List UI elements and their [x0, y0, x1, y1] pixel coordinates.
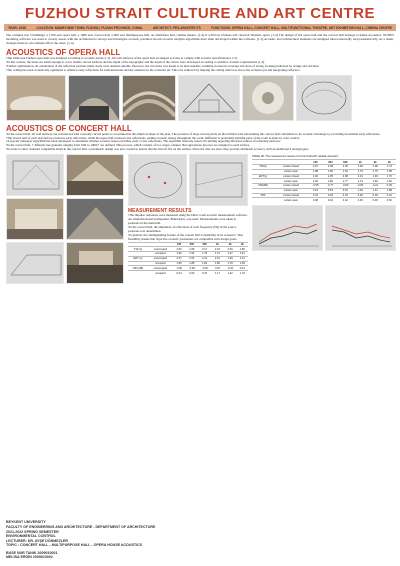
- info-bar: [4, 24, 396, 31]
- table-cell: T30(s): [252, 164, 274, 169]
- table-cell: -0.87: [211, 266, 224, 271]
- table-cell: 1.98: [368, 164, 383, 169]
- table-cell: C80(dB): [252, 184, 274, 189]
- concert-hall-photo-1: [66, 154, 124, 196]
- table-cell: 1.81: [338, 169, 353, 174]
- concert-hall-heading: ACOUSTICS OF CONCERT HALL: [6, 123, 132, 133]
- table-cell: 0.48: [368, 198, 383, 202]
- table-cell: 250: [323, 160, 338, 165]
- table-cell: 1.75: [368, 169, 383, 174]
- table-cell: 1.73: [383, 164, 396, 169]
- info-architect: ARCHITECT: PES-ARCHITECTS: [152, 25, 201, 30]
- table-cell: 0.70: [198, 271, 211, 275]
- table-cell: 250: [185, 242, 198, 247]
- table-cell: -0.59: [185, 266, 198, 271]
- table-cell: 1.17: [211, 271, 224, 275]
- opera-bullet-1: •The 1600-seat Fuzhou opera hall was designed according to acoustic needs [1-3]. All wall surfaces of the opera hall are shaped as lobes to comply with acoustic specifications [1-3].: [6, 56, 238, 60]
- table-cell: 0.42: [383, 193, 396, 198]
- footer-semester: 2021-2022 SPRING SEMESTER: [6, 529, 59, 534]
- table-cell: unoccupied: [148, 256, 173, 261]
- table-cell: 1.72: [237, 256, 248, 261]
- table-cell: 1.58: [383, 169, 396, 174]
- opera-bullet-3: •Further optimization, all orientations of the reflection portions under study were deemed suitable. However, the curvature was found to be unacceptable, resulting in uneven coverage and areas of strong focusing indicated by orange and red lines.: [6, 63, 320, 68]
- table-cell: 1.76: [237, 271, 248, 275]
- table-cell: 2.05: [173, 247, 186, 252]
- table-cell: occupied: [148, 271, 173, 275]
- concert-section-drawing: [6, 242, 64, 284]
- measurement-bullet-1: •The impulse responses were measured using the Dirac room acoustic measurement software. An omnidirectional loudspeaker, Brüel-Kjær, was used. Measurements were taken at positions in the main hall.: [128, 213, 248, 225]
- table-cell: 1.77: [338, 179, 353, 184]
- table-cell: 0.42: [338, 198, 353, 202]
- table-cell: 2k: [368, 160, 383, 165]
- measurement-section-drawing: [189, 154, 248, 206]
- table-cell: 2.10: [211, 256, 224, 261]
- table-cell: [252, 198, 274, 202]
- student-names: [6, 551, 57, 560]
- concert-hall-photo-4: [66, 242, 124, 284]
- measurement-heading: MEASUREMENT RESULTS: [128, 208, 192, 215]
- table-cell: 1.78: [224, 261, 237, 266]
- table-cell: 2.05: [323, 174, 338, 179]
- table-cell: 1.72: [211, 252, 224, 257]
- table-cell: 1k: [353, 160, 368, 165]
- table-cell: 2.09: [338, 164, 353, 169]
- measurement-table-row: [128, 271, 248, 275]
- table-cell: EDT(s): [252, 174, 274, 179]
- table-cell: 1.76: [198, 252, 211, 257]
- table-cell: curtain closed: [274, 164, 308, 169]
- table-cell: occupied: [148, 261, 173, 266]
- opera-plan-drawing: [296, 75, 352, 121]
- measurement-bullet-3: •In general, the distinguishing feature of the concert hall is flexibility in its acoustics. This flexibility means that objective acoustic parameters are compatible with design goals.: [128, 232, 243, 241]
- footer-lecturer: LECTURER: DR. AYŞE DÖNMEZLER: [6, 538, 69, 543]
- table-cell: 2.01: [353, 174, 368, 179]
- concert-hall-photo-3: [66, 198, 124, 240]
- table-cell: 2.06: [353, 164, 368, 169]
- table-cell: 1.32: [224, 271, 237, 275]
- table-cell: 125: [308, 160, 323, 165]
- table-cell: T30 (s): [128, 247, 148, 252]
- table-cell: 125: [173, 242, 186, 247]
- table-cell: 1.80: [323, 179, 338, 184]
- opera-ceiling-photo: [242, 75, 294, 121]
- table-cell: 0.36: [353, 193, 368, 198]
- table-cell: curtain closed: [274, 193, 308, 198]
- table-cell: 1.80: [237, 247, 248, 252]
- table-cell: 0.39: [368, 193, 383, 198]
- table-cell: 1.80: [211, 261, 224, 266]
- concert-bullet-5: •In order to allow standard compatible detail in the concert hall, a parametric design was also created to ensure that the tiles fit flat on the surface. Since the tiles are laser, they provide additional accuracy with an additional 6 enough gaps.: [6, 147, 309, 152]
- concert-hall-photo-2: [6, 198, 64, 240]
- concert-bullet-2: •The lowest half of each leaf surface produces early reflections, while the upper half produces late reflections, ending acoustic energy throughout the room. Diffusion is potentially harmful parts of the room is done by color control.: [6, 135, 300, 140]
- table-cell: 2.06: [224, 247, 237, 252]
- table-cell: 0.63: [338, 188, 353, 193]
- table-cell: curtain closed: [274, 184, 308, 189]
- concert-plan-drawing: [6, 154, 64, 196]
- measurement-column: [128, 154, 248, 284]
- info-location: LOCATION: MAWEI NEW TOWN, FUZHOU, FUJIAN PROVINCE, CHINA: [36, 25, 143, 30]
- table-cell: curtain open: [274, 179, 308, 184]
- table-cell: EDT (s): [128, 256, 148, 261]
- lower-section: [6, 154, 394, 284]
- intro-paragraph: The complex has 5 buildings: a 1700 seat opera hall, a 1000 seat concert hall, a 600 seat multipurpose hall, art exhibition hall, cinema theatre. (1-4) It will host Chinese and classical Western opera. [1-3] The design of the opera hall and the concert hall belongs to Kahle Acoustics. NUNES modeling software was used to closely assess with the architectural concept and investigate acoustic potential. Room acoustic analysis algorithms have been developed within the software. [1-3] Acoustic and architectural elements are designed interconnectedly and parametrically. As a result, changes made in one element affect the other. [1-4]: [6, 33, 394, 45]
- opera-hall-heading: ACOUSTICS OF OPERA HALL: [6, 48, 121, 57]
- table-cell: 2.08: [323, 164, 338, 169]
- table-cell: 1.73: [353, 179, 368, 184]
- table-cell: 0.60: [185, 271, 198, 275]
- opera-bullet-4: •The ceiling has been acoustically optimized to enhance early reflections for both musicians and the audience in the orchestra pit. This was achieved by shaping the ceiling reflectors above the orchestra pit and integrating reflectors.: [6, 67, 301, 72]
- concert-bullet-4: •In the concert hall, 7 different tree granules ranging from 10m to 100m+ are defined. This process, which consists of two stages, ensures that appropriate grooves are assigned to each surface.: [6, 143, 250, 148]
- table-cell: 1.88: [185, 261, 198, 266]
- table-cell: C80 (dB): [128, 266, 148, 271]
- table-cell: curtain open: [274, 169, 308, 174]
- table-cell: -0.60: [353, 184, 368, 189]
- table-cell: 1.70: [383, 174, 396, 179]
- table-cell: 2.08: [338, 174, 353, 179]
- opera-interior-photo: [68, 75, 120, 121]
- opera-exterior-photo: [6, 75, 66, 121]
- table-cell: 1.52: [383, 179, 396, 184]
- table-cell: 0.31: [308, 193, 323, 198]
- table-cell: -0.95: [308, 184, 323, 189]
- table-cell: 2k: [224, 242, 237, 247]
- concert-bullet-3: •A special wallpaper algorithm has been developed to determine whether acoustic issues prioritize early or late reflections. The algorithm basically selects tilt turning regarding the listed centers of reflecting surfaces.: [6, 139, 281, 144]
- table-cell: 0.39: [383, 184, 396, 189]
- footer-block: [6, 520, 155, 548]
- table-cell: 1.59: [237, 261, 248, 266]
- table-cell: D50: [252, 193, 274, 198]
- results-chart-1: [252, 205, 323, 251]
- table-cell: curtain closed: [274, 174, 308, 179]
- table-cell: 0.45: [353, 198, 368, 202]
- table-cell: 1k: [211, 242, 224, 247]
- results-table: [252, 159, 396, 202]
- table-cell: 1.69: [368, 179, 383, 184]
- table-cell: 1.93: [368, 174, 383, 179]
- footer-topic: TOPIC : CONCERT HALL - MULTIPURPOSE HALL - OPERA HOUSE ACOUSTICS: [6, 543, 143, 548]
- table-cell: 0.24: [173, 271, 186, 275]
- table-cell: 1.41: [368, 188, 383, 193]
- opera-section-drawing: [178, 75, 240, 121]
- table-cell: 2.10: [308, 164, 323, 169]
- opera-seating-photo: [122, 75, 176, 121]
- measurement-plan-drawing: [128, 154, 187, 206]
- table-cell: 2.37: [173, 256, 186, 261]
- student-1: BUSE NUR TANIK 2009010001: [6, 550, 58, 555]
- table-cell: 1.79: [353, 169, 368, 174]
- table-cell: 1.92: [185, 252, 198, 257]
- table-cell: -0.77: [323, 184, 338, 189]
- table-cell: 1.86: [323, 169, 338, 174]
- table-cell: -1.08: [198, 266, 211, 271]
- table-cell: 0.40: [323, 198, 338, 202]
- opera-bullet-2: •In this context, the lobes are small enough to cover double curved surfaces and the depth of the topography and the depth of the curves were developed according to sensitive acoustic requirements [1-3].: [6, 59, 266, 64]
- table-cell: 2.17: [198, 247, 211, 252]
- table-cell: 1.67: [224, 252, 237, 257]
- table-cell: 2.08: [185, 247, 198, 252]
- footer-faculty: FACULTY OF ENGINEERING AND ARCHITECTURE - DEPARTMENT OF ARCHITECTURE: [6, 525, 156, 530]
- table-cell: -0.32: [224, 266, 237, 271]
- concert-bullet-1: •In the concert hall, all wall surfaces are constructed with convexly curved petals to accommodate the elliptical shape of the plan. The presence of large curved petals on the inclined wall surrounding the concert hall contributes to its acoustic advantage by providing broadband early reflections.: [6, 131, 381, 136]
- info-function: FUNCTIONS: OPERA HALL, CONCERT HALL, MULTIFUNCTIONAL THEATRE, ART EXHIBITION HALL, CINEMA CENTRE: [211, 25, 392, 30]
- poster-title: FUZHOU STRAIT CULTURE AND ART CENTRE: [25, 5, 375, 22]
- table-cell: 0.12: [237, 266, 248, 271]
- table-cell: 4k: [237, 242, 248, 247]
- table-cell: 2.15: [211, 247, 224, 252]
- table-cell: 2.02: [308, 174, 323, 179]
- table-cell: 1.82: [198, 261, 211, 266]
- results-chart-2: [325, 205, 396, 251]
- footer-university: BEYKENT UNIVERSITY: [6, 520, 46, 525]
- table-cell: 2.12: [198, 256, 211, 261]
- table-cell: 4k: [383, 160, 396, 165]
- table-cell: 1.88: [383, 188, 396, 193]
- table-cell: 0.19: [308, 188, 323, 193]
- opera-image-row: [6, 75, 394, 121]
- results-table-caption: TABLE 1B. The measurement results of concert hall with variable acoustics: [252, 155, 339, 159]
- table-cell: 1.89: [173, 261, 186, 266]
- table-cell: 1.96: [173, 252, 186, 257]
- results-column: [252, 154, 396, 284]
- info-date: YEAR: 2018: [8, 25, 26, 30]
- table-cell: curtain open: [274, 198, 308, 202]
- measurement-bullet-2: •In the concert hall, the amplitude of reflections of each frequency (Hz) in the source positions was determined.: [128, 224, 237, 233]
- table-cell: 0.54: [323, 188, 338, 193]
- table-cell: 500: [198, 242, 211, 247]
- table-cell: 1.84: [308, 179, 323, 184]
- table-cell: 0.34: [338, 193, 353, 198]
- table-cell: -0.80: [338, 184, 353, 189]
- table-cell: 500: [338, 160, 353, 165]
- concert-images: [6, 154, 124, 284]
- table-cell: -0.21: [368, 184, 383, 189]
- results-table-row: [252, 198, 396, 202]
- table-cell: 1.06: [353, 188, 368, 193]
- footer-course: ENVIRONMENTAL CONTROL: [6, 534, 56, 539]
- table-cell: 1.61: [237, 252, 248, 257]
- table-cell: unoccupied: [148, 266, 173, 271]
- student-2: MELİSA ERGİN 2009010002: [6, 555, 53, 560]
- table-cell: unoccupied: [148, 247, 173, 252]
- table-cell: 1.88: [308, 169, 323, 174]
- table-cell: 1.99: [224, 256, 237, 261]
- table-cell: 2.04: [185, 256, 198, 261]
- table-cell: occupied: [148, 252, 173, 257]
- table-cell: 0.33: [323, 193, 338, 198]
- table-cell: 0.38: [308, 198, 323, 202]
- table-cell: 0.52: [383, 198, 396, 202]
- table-cell: [128, 271, 148, 275]
- table-cell: curtain open: [274, 188, 308, 193]
- table-cell: -0.90: [173, 266, 186, 271]
- measurement-table-small: [128, 242, 248, 275]
